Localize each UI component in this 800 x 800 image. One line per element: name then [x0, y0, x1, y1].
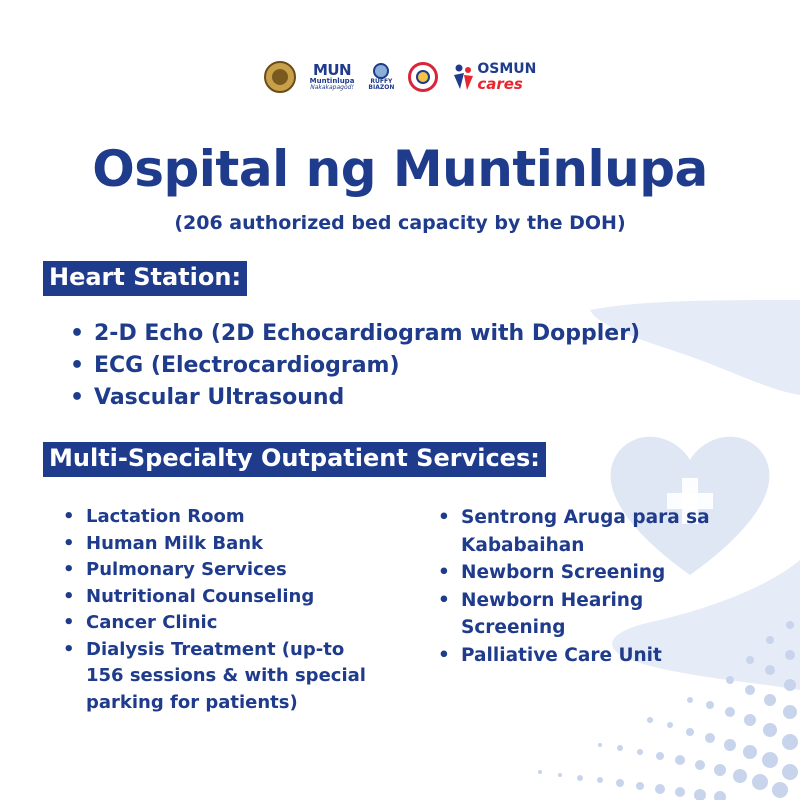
list-item: • Sentrong Aruga para sa Kababaihan	[438, 504, 738, 559]
page-subtitle: (206 authorized bed capacity by the DOH)	[174, 212, 626, 234]
mayor-portrait-logo: RUFFY BIAZON	[368, 63, 394, 92]
people-icon	[452, 63, 474, 91]
page-title: Ospital ng Muntinlupa	[92, 140, 708, 198]
list-item: • Lactation Room	[63, 504, 383, 531]
outpatient-services-heading: Multi-Specialty Outpatient Services:	[43, 442, 546, 477]
osmun-cares-logo: OSMUN cares	[452, 63, 536, 91]
list-item: • Palliative Care Unit	[438, 642, 738, 670]
logo-strip	[0, 52, 800, 102]
list-item: • Pulmonary Services	[63, 557, 383, 584]
list-item: • ECG (Electrocardiogram)	[70, 350, 640, 382]
outpatient-list-left	[63, 504, 383, 716]
heart-station-heading: Heart Station:	[43, 261, 247, 296]
list-item: • Vascular Ultrasound	[70, 382, 640, 414]
city-seal-logo	[264, 61, 296, 93]
list-item: • Human Milk Bank	[63, 531, 383, 558]
heart-station-list	[70, 318, 640, 414]
list-item: • Nutritional Counseling	[63, 584, 383, 611]
hospital-seal-logo	[408, 62, 438, 92]
outpatient-list-right	[438, 504, 738, 669]
list-item: • Cancer Clinic	[63, 610, 383, 637]
mun-muntinlupa-logo: MUN Muntinlupa Nakakapagod!	[309, 61, 355, 91]
list-item: • Newborn Screening	[438, 559, 738, 587]
list-item: • Dialysis Treatment (up-to 156 sessions & with special parking for patients)	[63, 637, 383, 717]
list-item: • Newborn Hearing Screening	[438, 587, 738, 642]
list-item: • 2-D Echo (2D Echocardiogram with Doppler)	[70, 318, 640, 350]
